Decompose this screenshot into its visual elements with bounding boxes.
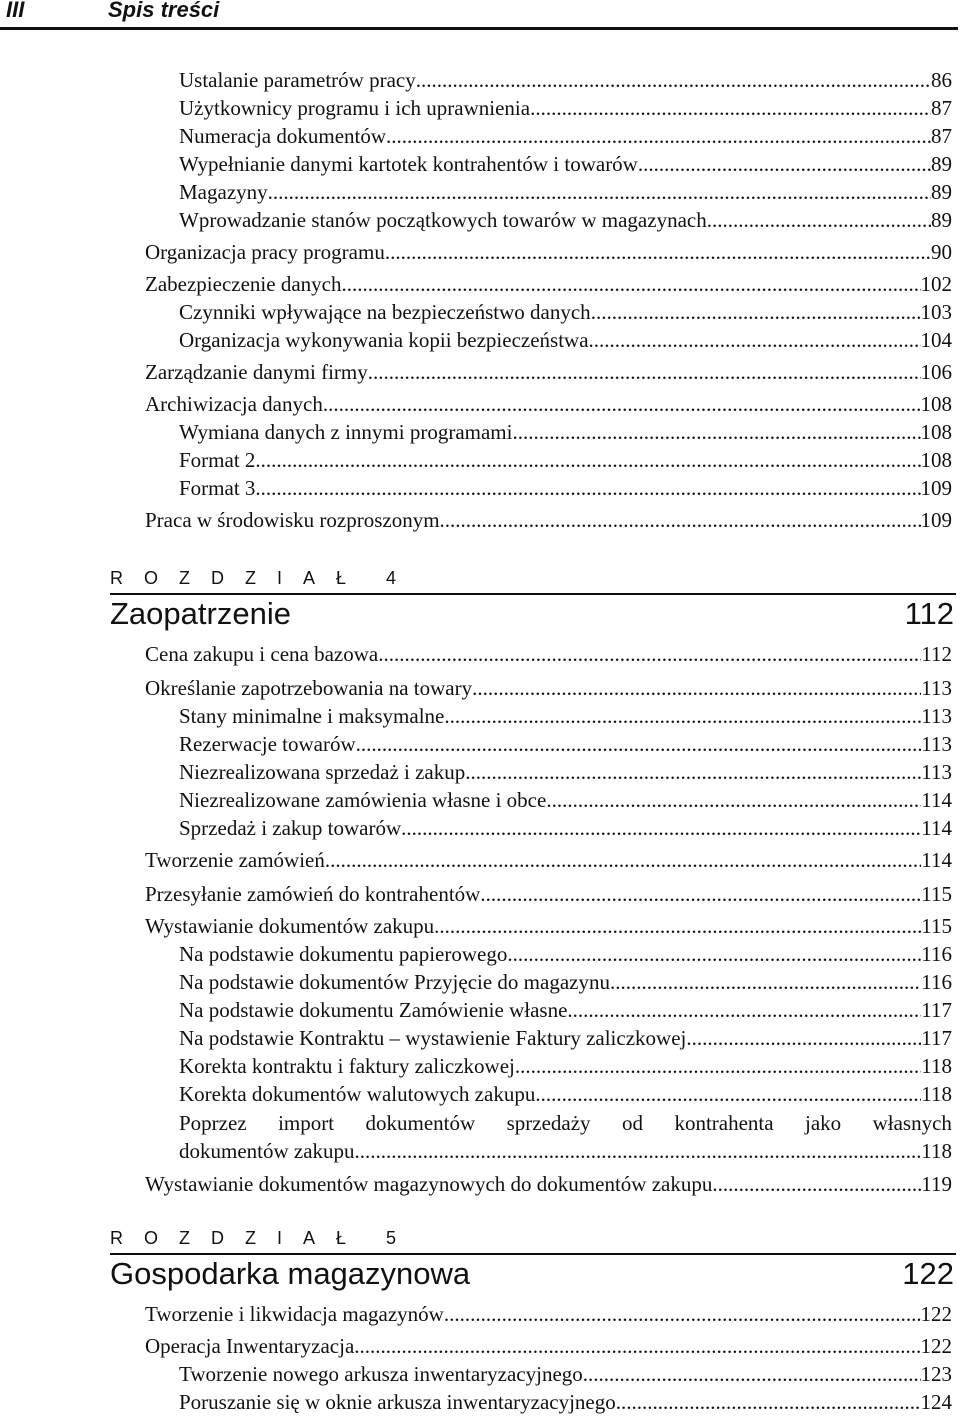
dot-leader <box>356 730 922 758</box>
toc-entry[interactable] <box>179 122 952 150</box>
toc-entry-text: Rezerwacje towarów <box>179 732 356 756</box>
dot-leader <box>567 996 921 1024</box>
dot-leader <box>386 122 931 150</box>
toc-page-number: 89 <box>931 152 952 176</box>
toc-entry-text: Wypełnianie danymi kartotek kontrahentów i towarów <box>179 152 638 176</box>
dot-leader <box>368 358 921 386</box>
toc-entry-text: Użytkownicy programu i ich uprawnienia <box>179 96 531 120</box>
toc-page-number: 117 <box>921 1026 952 1050</box>
toc-page-number: 123 <box>920 1362 952 1386</box>
toc-entry[interactable] <box>179 996 952 1024</box>
toc-page-number: 116 <box>921 970 952 994</box>
dot-leader <box>638 150 931 178</box>
chapter-page-number: 112 <box>904 596 954 631</box>
running-title: Spis treści <box>108 0 220 22</box>
toc-page-number: 119 <box>921 1172 952 1196</box>
toc-entry[interactable] <box>145 674 952 702</box>
toc-entry-text: Cena zakupu i cena bazowa <box>145 642 379 666</box>
toc-entry[interactable] <box>145 1300 952 1328</box>
toc-page-number: 122 <box>920 1302 952 1326</box>
toc-page-number: 114 <box>921 848 952 872</box>
toc-page-number: 118 <box>921 1139 952 1163</box>
toc-entry[interactable] <box>179 206 952 234</box>
toc-entry-text: Na podstawie dokumentu Zamówienie własne <box>179 998 568 1022</box>
dot-leader <box>512 418 920 446</box>
toc-entry[interactable] <box>179 1360 952 1388</box>
toc-entry[interactable] <box>145 1170 952 1198</box>
toc-entry-word: od <box>622 1111 643 1135</box>
toc-entry-text: Tworzenie nowego arkusza inwentaryzacyjnego <box>179 1362 583 1386</box>
toc-entry[interactable] <box>179 178 952 206</box>
toc-page-number: 108 <box>920 448 952 472</box>
dot-leader <box>416 66 931 94</box>
dot-leader <box>480 880 921 908</box>
toc-entry-text-line2 <box>179 1137 952 1165</box>
dot-leader <box>354 1332 920 1360</box>
toc-entry[interactable] <box>145 846 952 874</box>
toc-entry-text: Ustalanie parametrów pracy <box>179 68 416 92</box>
toc-entry-word: kontrahenta <box>674 1111 774 1135</box>
toc-page-number: 108 <box>920 420 952 444</box>
toc-page-number: 86 <box>931 68 952 92</box>
toc-entry[interactable] <box>179 66 952 94</box>
toc-entry[interactable] <box>179 418 952 446</box>
chapter-number: 4 <box>386 568 397 588</box>
toc-page-number: 112 <box>921 642 952 666</box>
dot-leader <box>583 1360 921 1388</box>
toc-page-number: 113 <box>921 704 952 728</box>
dot-leader <box>341 270 920 298</box>
toc-page-number: 122 <box>920 1334 952 1358</box>
toc-page-number: 115 <box>921 882 952 906</box>
page-header <box>0 0 960 30</box>
toc-entry[interactable] <box>179 474 952 502</box>
toc-entry[interactable] <box>179 758 952 786</box>
toc-entry[interactable] <box>145 640 952 668</box>
toc-entry-word: dokumentów <box>365 1111 476 1135</box>
toc-page-number: 117 <box>921 998 952 1022</box>
header-rule <box>0 27 958 30</box>
dot-leader <box>507 940 921 968</box>
toc-page-number: 102 <box>920 272 952 296</box>
toc-page-number: 109 <box>920 508 952 532</box>
toc-entry[interactable] <box>179 1052 952 1080</box>
toc-entry[interactable] <box>145 1332 952 1360</box>
toc-entry[interactable] <box>145 912 952 940</box>
toc-entry[interactable] <box>179 1024 952 1052</box>
toc-page-number: 116 <box>921 942 952 966</box>
dot-leader <box>686 1024 921 1052</box>
toc-page-number: 103 <box>920 300 952 324</box>
dot-leader <box>444 1300 921 1328</box>
toc-entry[interactable] <box>145 358 952 386</box>
dot-leader <box>589 326 921 354</box>
toc-entry[interactable] <box>145 238 952 266</box>
dot-leader <box>255 446 920 474</box>
toc-entry-text: dokumentów zakupu <box>179 1139 355 1163</box>
toc-entry-word: własnych <box>872 1111 952 1135</box>
chapter-label: ROZDZIAŁ <box>110 1228 368 1248</box>
toc-entry-text: Format 3 <box>179 476 256 500</box>
toc-page-number: 115 <box>921 914 952 938</box>
dot-leader <box>465 758 921 786</box>
dot-leader <box>707 206 931 234</box>
toc-entry-text: Niezrealizowana sprzedaż i zakup <box>179 760 466 784</box>
toc-entry-text-line1 <box>179 1109 952 1137</box>
dot-leader <box>616 1388 921 1416</box>
dot-leader <box>712 1170 921 1198</box>
toc-entry[interactable] <box>179 446 952 474</box>
dot-leader <box>472 674 921 702</box>
chapter-number: 5 <box>386 1228 397 1248</box>
toc-entry-text: Wystawianie dokumentów zakupu <box>145 914 435 938</box>
toc-entry-text: Wprowadzanie stanów początkowych towarów w magazynach <box>179 208 707 232</box>
toc-entry-text: Poruszanie się w oknie arkusza inwentaryzacyjnego <box>179 1390 616 1414</box>
toc-entry-text: Organizacja pracy programu <box>145 240 385 264</box>
dot-leader <box>268 178 931 206</box>
toc-entry-text: Archiwizacja danych <box>145 392 323 416</box>
dot-leader <box>535 1080 921 1108</box>
toc-entry[interactable] <box>179 940 952 968</box>
toc-entry-text: Czynniki wpływające na bezpieczeństwo danych <box>179 300 591 324</box>
page-number-roman: III <box>6 0 25 22</box>
dot-leader <box>610 968 921 996</box>
toc-entry[interactable] <box>179 786 952 814</box>
chapter-title: Gospodarka magazynowa <box>110 1256 471 1291</box>
toc-entry[interactable] <box>145 506 952 534</box>
toc-entry-text: Numeracja dokumentów <box>179 124 387 148</box>
toc-entry[interactable] <box>179 702 952 730</box>
toc-page-number: 90 <box>931 240 952 264</box>
toc-page-number: 106 <box>920 360 952 384</box>
toc-entry[interactable] <box>179 814 952 842</box>
dot-leader <box>591 298 921 326</box>
toc-entry-text: Określanie zapotrzebowania na towary <box>145 676 473 700</box>
toc-page-number: 87 <box>931 96 952 120</box>
toc-entry-wrapped[interactable] <box>179 1109 952 1165</box>
toc-entry-text: Organizacja wykonywania kopii bezpieczeństwa <box>179 328 589 352</box>
toc-entry-text: Przesyłanie zamówień do kontrahentów <box>145 882 481 906</box>
toc-entry[interactable] <box>145 270 952 298</box>
chapter-page-number: 122 <box>902 1256 954 1291</box>
toc-entry[interactable] <box>179 730 952 758</box>
toc-entry-text: Korekta kontraktu i faktury zaliczkowej <box>179 1054 515 1078</box>
toc-entry[interactable] <box>179 326 952 354</box>
dot-leader <box>434 912 921 940</box>
toc-entry-text: Wymiana danych z innymi programami <box>179 420 513 444</box>
dot-leader <box>546 786 921 814</box>
toc-page-number: 109 <box>920 476 952 500</box>
toc-page-number: 113 <box>921 732 952 756</box>
toc-entry-text: Na podstawie dokumentu papierowego <box>179 942 508 966</box>
dot-leader <box>378 640 921 668</box>
toc-page-number: 108 <box>920 392 952 416</box>
toc-entry-text: Praca w środowisku rozproszonym <box>145 508 440 532</box>
toc-page-number: 118 <box>921 1054 952 1078</box>
toc-entry[interactable] <box>179 968 952 996</box>
toc-page-number: 113 <box>921 760 952 784</box>
toc-entry-text: Na podstawie dokumentów Przyjęcie do magazynu <box>179 970 610 994</box>
toc-page-number: 89 <box>931 208 952 232</box>
toc-entry-word: import <box>278 1111 335 1135</box>
toc-entry-text: Niezrealizowane zamówienia własne i obce <box>179 788 547 812</box>
toc-entry-word: sprzedaży <box>506 1111 591 1135</box>
toc-page-number: 89 <box>931 180 952 204</box>
toc-entry[interactable] <box>179 298 952 326</box>
toc-page-number: 114 <box>921 788 952 812</box>
toc-page-number: 124 <box>920 1390 952 1414</box>
dot-leader <box>515 1052 921 1080</box>
dot-leader <box>440 506 921 534</box>
toc-entry[interactable] <box>179 94 952 122</box>
chapter-title: Zaopatrzenie <box>110 596 291 631</box>
toc-entry-text: Operacja Inwentaryzacja <box>145 1334 355 1358</box>
toc-entry-text: Format 2 <box>179 448 256 472</box>
toc-entry-text: Korekta dokumentów walutowych zakupu <box>179 1082 536 1106</box>
chapter-label: ROZDZIAŁ <box>110 568 368 588</box>
toc-entry-text: Zarządzanie danymi firmy <box>145 360 368 384</box>
toc-entry-text: Tworzenie i likwidacja magazynów <box>145 1302 444 1326</box>
toc-entry-text: Magazyny <box>179 180 268 204</box>
toc-entry[interactable] <box>179 150 952 178</box>
toc-entry[interactable] <box>145 390 952 418</box>
toc-entry-text: Stany minimalne i maksymalne <box>179 704 445 728</box>
toc-entry-word: Poprzez <box>179 1111 247 1135</box>
toc-page-number: 114 <box>921 816 952 840</box>
dot-leader <box>530 94 931 122</box>
toc-page-number: 113 <box>921 676 952 700</box>
toc-page-number: 118 <box>921 1082 952 1106</box>
toc-entry[interactable] <box>179 1080 952 1108</box>
dot-leader <box>444 702 921 730</box>
toc-page-number: 104 <box>920 328 952 352</box>
toc-entry-text: Wystawianie dokumentów magazynowych do dokumentów zakupu <box>145 1172 713 1196</box>
toc-entry[interactable] <box>145 880 952 908</box>
dot-leader <box>385 238 931 266</box>
toc-entry-text: Tworzenie zamówień <box>145 848 325 872</box>
toc-entry-word: jako <box>805 1111 842 1135</box>
toc-entry-text: Sprzedaż i zakup towarów <box>179 816 402 840</box>
dot-leader <box>325 846 921 874</box>
dot-leader <box>255 474 920 502</box>
toc-page-number: 87 <box>931 124 952 148</box>
dot-leader <box>323 390 921 418</box>
toc-entry[interactable] <box>179 1388 952 1416</box>
toc-entry-text: Zabezpieczenie danych <box>145 272 342 296</box>
dot-leader <box>355 1137 922 1165</box>
toc-entry-text: Na podstawie Kontraktu – wystawienie Faktury zaliczkowej <box>179 1026 687 1050</box>
dot-leader <box>401 814 921 842</box>
